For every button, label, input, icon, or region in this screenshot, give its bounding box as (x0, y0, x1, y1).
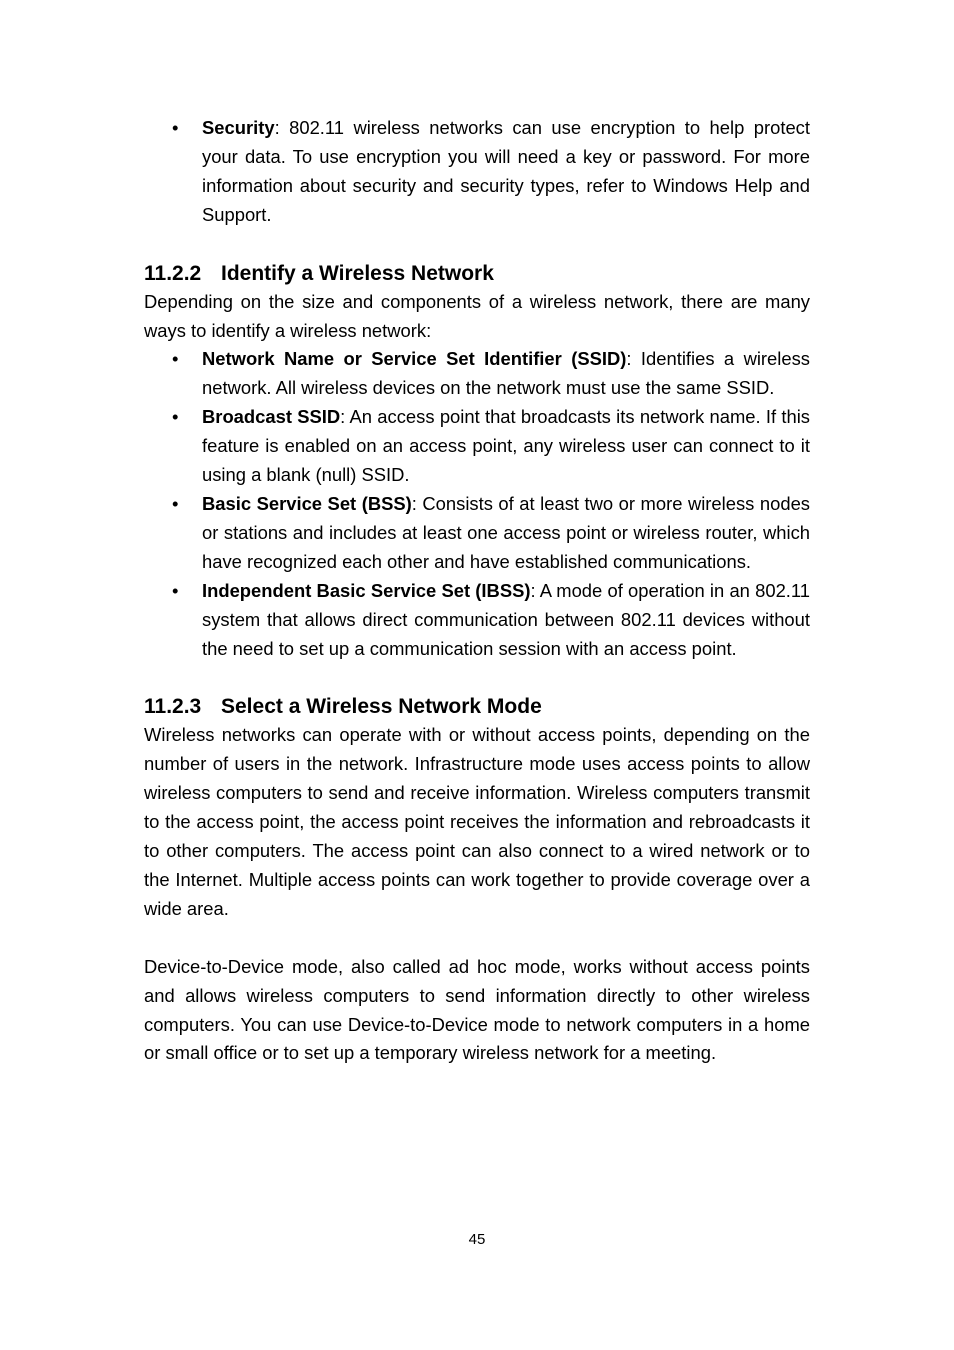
bullet-broadcast-ssid (144, 403, 810, 490)
section-network-mode (144, 693, 810, 1068)
section-number: 11.2.2 (144, 261, 202, 285)
bullet-text: : A mode of operation in an 802.11 system that allows direct communication between 802.11 devices without the need to set up a communication session with an access point. (202, 579, 810, 659)
bullet-text: : Identifies a wireless network. All wireless devices on the network must use the same SSID. (202, 348, 810, 399)
section-title: Identify a Wireless Network (221, 261, 494, 285)
bullet-term: Security (202, 117, 275, 138)
document-page (144, 114, 810, 1068)
paragraph-device-to-device-mode: Device-to-Device mode, also called ad hoc mode, works without access points and allows wireless computers to send information directly to other wireless computers. You can use Device-to-Device mode to network computers in a home or small office or to set up a temporary wireless network for a meeting. (144, 955, 810, 1064)
section-title: Select a Wireless Network Mode (221, 695, 542, 719)
bullet-marker: • (172, 406, 179, 428)
bullet-marker: • (172, 579, 179, 601)
bullet-bss (144, 490, 810, 577)
section-number: 11.2.3 (144, 695, 202, 719)
bullet-term: Basic Service Set (BSS) (202, 492, 412, 514)
bullet-marker: • (172, 117, 179, 138)
bullet-marker: • (172, 492, 179, 514)
bullet-security (144, 114, 810, 230)
bullet-text: : An access point that broadcasts its network name. If this feature is enabled on an access point, any wireless user can connect to it using a blank (null) SSID. (202, 406, 811, 486)
bullet-marker: • (172, 348, 179, 370)
paragraph-infrastructure-mode: Wireless networks can operate with or without access points, depending on the number of users in the network. Infrastructure mode uses access points to allow wireless computers to send and receive information. Wireless computers transmit to the access point, the access point receives the information and rebroadcasts it to other computers. The access point can also connect to a wired network or to the Internet. Multiple access points can work together to provide coverage over a wide area. (144, 724, 810, 919)
bullet-term: Network Name or Service Set Identifier (SSID) (202, 348, 627, 370)
section-intro: Depending on the size and components of a wireless network, there are many ways to identify a wireless network: (144, 290, 810, 341)
ssid-bullet-list (144, 345, 810, 663)
bullet-term: Broadcast SSID (202, 406, 341, 428)
security-bullet-list (144, 114, 810, 230)
bullet-text: : 802.11 wireless networks can use encryption to help protect your data. To use encryption you will need a key or password. For more information about security and security types, refer to Windows Help and Support. (202, 117, 810, 225)
bullet-ssid (144, 345, 810, 403)
section-heading (144, 260, 810, 288)
bullet-ibss (144, 577, 810, 664)
bullet-text: : Consists of at least two or more wireless nodes or stations and includes at least one access point or wireless router, which have recognized each other and have established communications. (202, 492, 810, 572)
section-identify-network (144, 260, 810, 664)
page-number: 45 (468, 1231, 486, 1248)
bullet-term: Independent Basic Service Set (IBSS) (202, 579, 531, 601)
section-heading (144, 693, 810, 721)
